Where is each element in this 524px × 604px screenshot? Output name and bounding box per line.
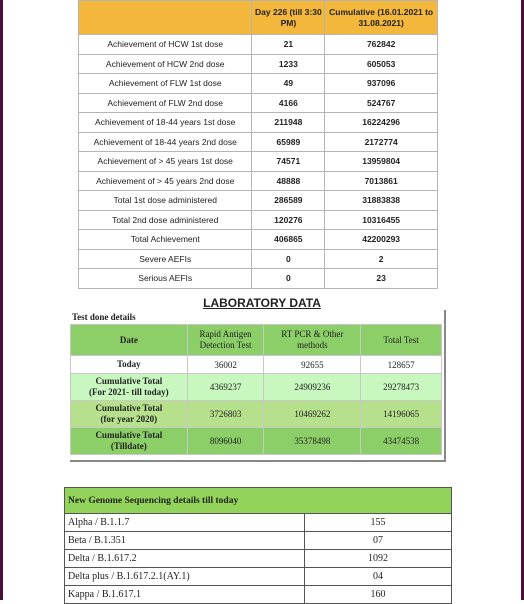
- header-rtpcr: RT PCR & Other methods: [264, 325, 361, 356]
- day-value: 49: [252, 74, 325, 94]
- rtpcr-value: 10469262: [264, 401, 361, 428]
- total-value: 128657: [361, 356, 442, 374]
- day-value: 406865: [252, 230, 325, 250]
- vaccination-table: [78, 0, 438, 289]
- cumulative-value: 31883838: [325, 191, 438, 211]
- table-row: [65, 568, 452, 586]
- cumulative-value: 7013861: [325, 171, 438, 191]
- cumulative-value: 937096: [325, 74, 438, 94]
- cumulative-value: 23: [325, 269, 438, 289]
- rat-value: 4369237: [187, 374, 264, 401]
- row-label: [71, 374, 188, 401]
- day-value: 4166: [252, 93, 325, 113]
- row-label-line1: Cumulative Total: [95, 376, 163, 386]
- table-row: [79, 132, 438, 152]
- table-row: [79, 191, 438, 211]
- table-row: [79, 269, 438, 289]
- genome-header-row: [65, 488, 452, 514]
- row-label-line2: (for year 2020): [100, 414, 158, 424]
- header-total-test: Total Test: [361, 325, 442, 356]
- day-value: 48888: [252, 171, 325, 191]
- table-row: [65, 550, 452, 568]
- row-label: Achievement of 18-44 years 2nd dose: [79, 132, 252, 152]
- laboratory-table: [70, 324, 442, 455]
- row-label: Achievement of FLW 2nd dose: [79, 93, 252, 113]
- row-label: Serious AEFIs: [79, 269, 252, 289]
- table-row: [79, 152, 438, 172]
- total-value: 43474538: [361, 428, 442, 455]
- day-value: 21: [252, 35, 325, 55]
- row-label-line1: Cumulative Total: [95, 430, 163, 440]
- variant-count: 155: [305, 514, 452, 532]
- cumulative-value: 13959804: [325, 152, 438, 172]
- row-label: Severe AEFIs: [79, 249, 252, 269]
- day-value: 65989: [252, 132, 325, 152]
- table-row: [79, 35, 438, 55]
- table-row: [79, 93, 438, 113]
- genome-table: [64, 487, 452, 604]
- table-row: [65, 514, 452, 532]
- table-row: [65, 586, 452, 604]
- row-label: Total 2nd dose administered: [79, 210, 252, 230]
- header-rapid-antigen: Rapid Antigen Detection Test: [187, 325, 264, 356]
- table-row: [71, 356, 442, 374]
- total-value: 14196065: [361, 401, 442, 428]
- row-label: [71, 428, 188, 455]
- vaccination-header-day: Day 226 (till 3:30 PM): [252, 1, 325, 35]
- laboratory-subtitle: Test done details: [72, 312, 136, 322]
- rat-value: 3726803: [187, 401, 264, 428]
- row-label: [71, 401, 188, 428]
- rtpcr-value: 24909236: [264, 374, 361, 401]
- variant-label: Delta plus / B.1.617.2.1(AY.1): [65, 568, 305, 586]
- table-row: [71, 374, 442, 401]
- row-label: Total 1st dose administered: [79, 191, 252, 211]
- day-value: 286589: [252, 191, 325, 211]
- row-label: Achievement of 18-44 years 1st dose: [79, 113, 252, 133]
- day-value: 211948: [252, 113, 325, 133]
- row-label: Total Achievement: [79, 230, 252, 250]
- table-row: [79, 249, 438, 269]
- rtpcr-value: 35378498: [264, 428, 361, 455]
- day-value: 0: [252, 269, 325, 289]
- table-row: [79, 171, 438, 191]
- day-value: 0: [252, 249, 325, 269]
- cumulative-value: 524767: [325, 93, 438, 113]
- day-value: 74571: [252, 152, 325, 172]
- laboratory-header-row: [71, 325, 442, 356]
- variant-label: Alpha / B.1.1.7: [65, 514, 305, 532]
- rat-value: 36002: [187, 356, 264, 374]
- variant-count: 04: [305, 568, 452, 586]
- row-label-line2: (Tilldate): [110, 441, 147, 451]
- row-label: [71, 356, 188, 374]
- variant-count: 160: [305, 586, 452, 604]
- variant-count: 1092: [305, 550, 452, 568]
- vaccination-header-blank: [79, 1, 252, 35]
- cumulative-value: 2172774: [325, 132, 438, 152]
- laboratory-title: LABORATORY DATA: [203, 296, 321, 310]
- vaccination-header-cumulative: Cumulative (16.01.2021 to 31.08.2021): [325, 1, 438, 35]
- table-row: [71, 401, 442, 428]
- cumulative-value: 762842: [325, 35, 438, 55]
- row-label-line1: Today: [116, 359, 141, 369]
- row-label: Achievement of HCW 2nd dose: [79, 54, 252, 74]
- cumulative-value: 16224296: [325, 113, 438, 133]
- cumulative-value: 42200293: [325, 230, 438, 250]
- cumulative-value: 2: [325, 249, 438, 269]
- row-label: Achievement of > 45 years 2nd dose: [79, 171, 252, 191]
- variant-count: 07: [305, 532, 452, 550]
- table-row: [71, 428, 442, 455]
- row-label: Achievement of > 45 years 1st dose: [79, 152, 252, 172]
- header-date: Date: [71, 325, 188, 356]
- total-value: 29278473: [361, 374, 442, 401]
- table-row: [79, 74, 438, 94]
- rtpcr-value: 92655: [264, 356, 361, 374]
- vaccination-header-row: [79, 1, 438, 35]
- genome-title: New Genome Sequencing details till today: [65, 488, 452, 514]
- row-label-line2: (For 2021- till today): [89, 387, 169, 397]
- variant-label: Kappa / B.1.617.1: [65, 586, 305, 604]
- table-row: [79, 230, 438, 250]
- variant-label: Beta / B.1.351: [65, 532, 305, 550]
- variant-label: Delta / B.1.617.2: [65, 550, 305, 568]
- cumulative-value: 605053: [325, 54, 438, 74]
- table-row: [65, 532, 452, 550]
- rat-value: 8096040: [187, 428, 264, 455]
- row-label-line1: Cumulative Total: [95, 403, 163, 413]
- day-value: 1233: [252, 54, 325, 74]
- cumulative-value: 10316455: [325, 210, 438, 230]
- table-row: [79, 54, 438, 74]
- day-value: 120276: [252, 210, 325, 230]
- table-row: [79, 210, 438, 230]
- row-label: Achievement of FLW 1st dose: [79, 74, 252, 94]
- row-label: Achievement of HCW 1st dose: [79, 35, 252, 55]
- table-row: [79, 113, 438, 133]
